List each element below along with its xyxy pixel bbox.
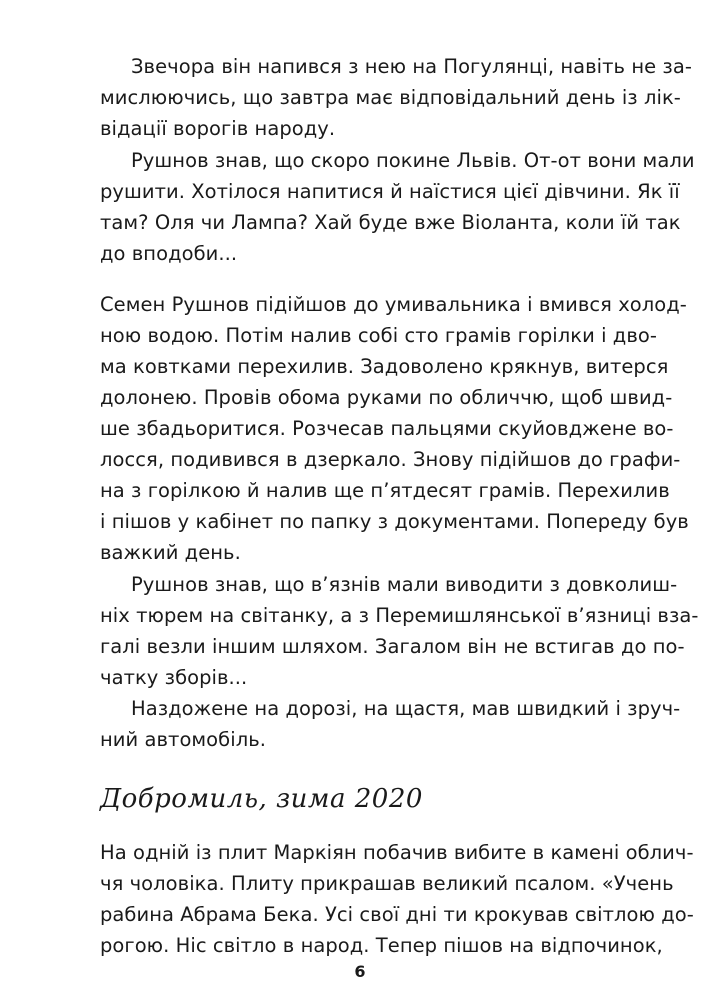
text-line: рабина Абрама Бека. Усі свої дні ти крокував світлою до-	[100, 903, 694, 926]
text-line: рогою. Ніс світло в народ. Тепер пішов на відпочинок,	[100, 934, 663, 957]
text-line: чя чоловіка. Плиту прикрашав великий псалом. «Учень	[100, 872, 674, 895]
text-line: ною водою. Потім налив собі сто грамів горілки і дво-	[100, 324, 657, 347]
text-line: галі везли іншим шляхом. Загалом він не встигав до по-	[100, 635, 685, 658]
text-line: мислюючись, що завтра має відповідальний день із лік-	[100, 86, 681, 109]
text-line: рушити. Хотілося напитися й наїстися цієї дівчини. Як її	[100, 180, 680, 203]
text-line: на з горілкою й налив ще п’ятдесят грамів. Перехилив	[100, 479, 670, 502]
text-line: до вподоби...	[100, 242, 238, 265]
text-line: і пішов у кабінет по папку з документами. Попереду був	[100, 510, 689, 533]
text-line: лосся, подивився в дзеркало. Знову підійшов до графи-	[100, 448, 681, 471]
text-line: Звечора він напився з нею на Погулянці, навіть не за-	[131, 55, 692, 78]
text-line: важкий день.	[100, 541, 241, 564]
page-number: 6	[354, 962, 366, 981]
text-line: долонею. Провів обома руками по обличчю, щоб швид-	[100, 386, 673, 409]
text-line: там? Оля чи Лампа? Хай буде вже Віоланта, коли їй так	[100, 211, 681, 234]
text-line: чатку зборів...	[100, 666, 248, 689]
text-line: Рушнов знав, що в’язнів мали виводити з довколиш-	[131, 573, 678, 596]
text-line: ше збадьоритися. Розчесав пальцями скуйовджене во-	[100, 417, 674, 440]
text-line: Семен Рушнов підійшов до умивальника і вмився холод-	[100, 293, 687, 316]
text-line: ний автомобіль.	[100, 728, 267, 751]
text-line: ніх тюрем на світанку, а з Перемишлянської в’язниці вза-	[100, 604, 699, 627]
section-heading: Добромиль, зима 2020	[100, 784, 423, 814]
text-line: відації ворогів народу.	[100, 117, 336, 140]
text-line: Рушнов знав, що скоро покине Львів. От-от вони мали	[131, 149, 695, 172]
text-line: Наздожене на дорозі, на щастя, мав швидкий і зруч-	[131, 697, 681, 720]
text-line: ма ковтками перехилив. Задоволено крякнув, витерся	[100, 355, 669, 378]
text-line: На одній із плит Маркіян побачив вибите в камені облич-	[100, 841, 694, 864]
